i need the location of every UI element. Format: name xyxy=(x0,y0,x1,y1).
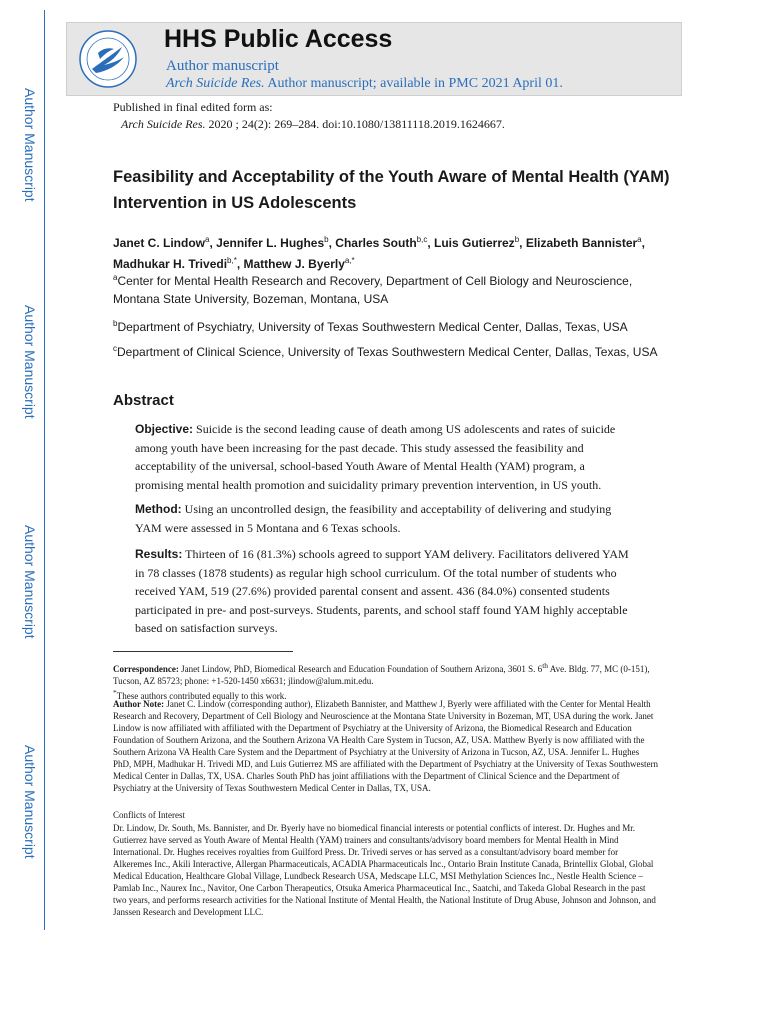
affiliation-c: $^c$Department of Clinical Science, University of Texas Southwestern Medical Center, Dallas, Texas, USA xyxy=(113,344,658,359)
side-margin xyxy=(0,0,44,1024)
author: Janet C. Lindow xyxy=(113,236,206,250)
abstract-results: Results: Thirteen of 16 (81.3%) schools agreed to support YAM delivery. Facilitators delivered YAM in 78 classes (1878 students) as regular high school curriculum. Of the total number of students who received YAM, 519 (27.6%) provided parental consent and assent. 436 (84.0%) consented students participated in pre- and post-surveys. Students, parents, and school staff found YAM highly acceptable based on satisfaction surveys. xyxy=(135,547,629,635)
article-title: Feasibility and Acceptability of the Youth Aware of Mental Health (YAM) Intervention in US Adolescents xyxy=(113,168,670,212)
abstract-heading: Abstract xyxy=(113,392,174,409)
footnote-author-note: Author Note: Janet C. Lindow (corresponding author), Elizabeth Bannister, and Matthew J, Byerly were affiliated with the Center for Mental Health Research and Recovery, Department of Cell Biology and Neuroscience at the Montana State University in Bozeman, MT, USA during the work. Janet Lindow is now affiliated with affiliated with the Department of Psychiatry at the University of Arizona, the Biomedical Research and Education Foundation of Southern Arizona, and the Southern Arizona VA Health Care System in Tucson, AZ, USA. Matthew Byerly is now affiliated with the Southern Arizona VA Health Care System and the Department of Psychiatry at the University of Arizona in Tucson, AZ, USA. Jennifer L. Hughes PhD, MPH, Madhukar H. Trivedi MD, and Luis Gutierrez MS are affiliated with the Department of Psychiatry at the University of Texas Southwestern Medical Center in Dallas, TX, USA. Charles South PhD has joint affiliations with the Department of Clinical Science and the Department of Psychiatry at the University of Texas Southwestern Medical Center in Dallas, TX, USA. xyxy=(113,699,658,793)
conflicts-heading: Conflicts of Interest xyxy=(113,810,185,820)
hhs-seal-icon xyxy=(78,29,138,89)
author: Elizabeth Bannister xyxy=(525,236,638,250)
footnote-correspondence: Correspondence: Janet Lindow, PhD, Biomedical Research and Education Foundation of Southern Arizona, 3601 S. 6th Ave. Bldg. 77, MC (0-151), Tucson, AZ 85723; phone: +1-520-1450 x6631; jlindow@alum.mit.edu. *These authors contributed equally to this work. xyxy=(113,661,650,701)
abstract-method: Method: Using an uncontrolled design, the feasibility and acceptability of delivering and studying YAM were assessed in 5 Montana and 6 Texas schools. xyxy=(135,502,612,535)
side-label: Author Manuscript xyxy=(22,745,38,859)
affiliation-b: $^b$Department of Psychiatry, University of Texas Southwestern Medical Center, Dallas, Texas, USA xyxy=(113,319,628,334)
abstract-objective: Objective: Suicide is the second leading cause of death among US adolescents and rates of suicide among youth have been increasing for the past decade. This study assessed the feasibility and acceptability of the universal, school-based Youth Aware of Mental Health (YAM) program, a promising mental health promotion and suicidality primary prevention intervention, in US youth. xyxy=(135,422,616,492)
author: Charles South xyxy=(335,236,417,250)
side-label: Author Manuscript xyxy=(22,525,38,639)
side-label: Author Manuscript xyxy=(22,305,38,419)
side-divider xyxy=(44,10,45,930)
author-list: Janet C. Lindow$^a$, Jennifer L. Hughes$^b$, Charles South$^{b,c}$, Luis Gutierrez$^b$, Elizabeth Bannister$^a$, Madhukar H. Trivedi$^{b,*}$, Matthew J. Byerly$^{a,*}$ xyxy=(113,235,645,271)
conflicts-of-interest: Dr. Lindow, Dr. South, Ms. Bannister, and Dr. Byerly have no biomedical financial interests or potential conflicts of interest. Dr. Hughes and Mr. Gutierrez have served as Youth Aware of Mental Health (YAM) trainers and consultants/advisory board members for Mental Health in Mind International. Dr. Hughes receives royalties from Guilford Press. Dr. Trivedi serves or has served as a consultant/advisory board member for Alkeremes Inc., Akili Interactive, Allergan Pharmaceuticals, ACADIA Pharmaceuticals Inc., Ontario Brain Institute Canada, Brintellix Global, Global Medical Education, Healthcare Global Village, Lundbeck Research USA, Medscape LLC, MSI Methylation Sciences Inc., Nestle Health Science – Pamlab Inc., Naurex Inc., Navitor, One Carbon Therapeutics, Otsuka America Pharmaceutical Inc., Saatchi, and Takeda Global Research in the past two years, and performs research activities for the National Institute of Mental Health, the National Institute of Drug Abuse, Johnson and Johnson, and Janssen Research and Development LLC. xyxy=(113,823,656,917)
published-note: Published in final edited form as: xyxy=(113,100,273,114)
banner-title: HHS Public Access xyxy=(164,25,393,53)
author: Madhukar H. Trivedi xyxy=(113,257,228,271)
banner-subtitle: Author manuscript xyxy=(166,58,279,74)
side-label: Author Manuscript xyxy=(22,88,38,202)
published-citation: Arch Suicide Res. 2020 ; 24(2): 269–284. doi:10.1080/13811118.2019.1624667. xyxy=(121,117,505,131)
author: Matthew J. Byerly xyxy=(243,257,345,271)
author: Jennifer L. Hughes xyxy=(216,236,325,250)
footnote-divider xyxy=(113,651,293,652)
hhs-header-banner xyxy=(66,22,682,96)
affiliation-a: $^a$Center for Mental Health Research and Recovery, Department of Cell Biology and Neuroscience, Montana State University, Bozeman, Montana, USA xyxy=(113,273,633,306)
banner-citation: Arch Suicide Res. Author manuscript; available in PMC 2021 April 01. xyxy=(166,76,563,91)
author: Luis Gutierrez xyxy=(434,236,515,250)
